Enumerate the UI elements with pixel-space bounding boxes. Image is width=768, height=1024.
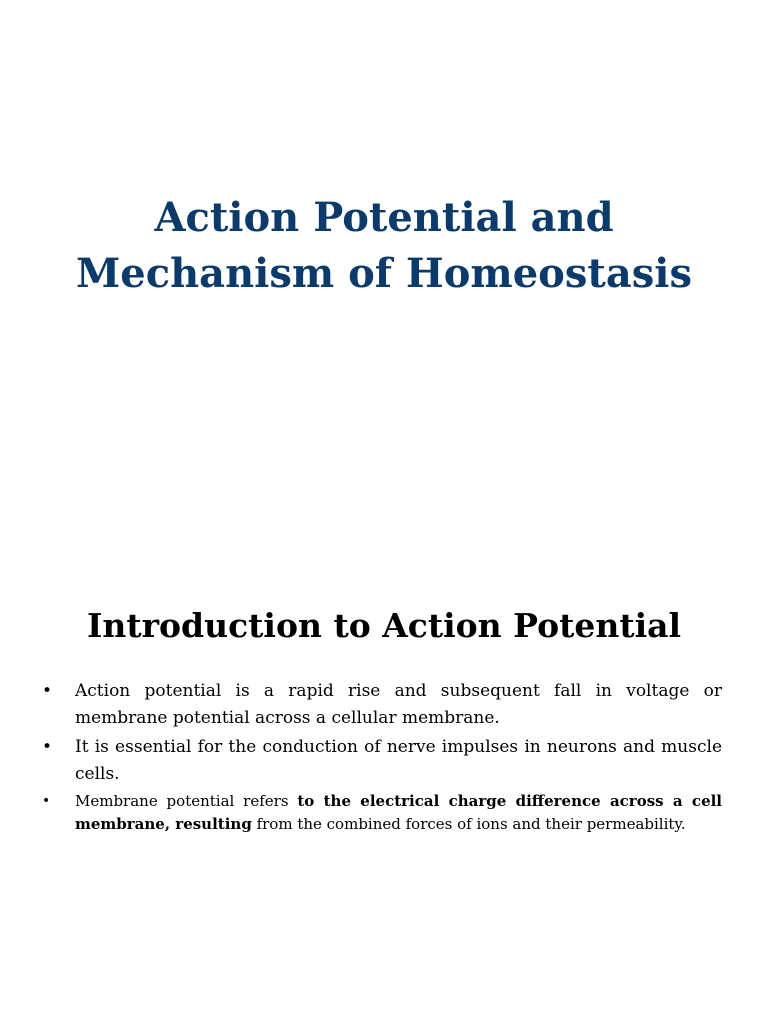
bullet-item <box>42 790 722 836</box>
title-line-1: Action Potential and <box>154 194 614 241</box>
bullet-icon: • <box>42 737 53 757</box>
bullet-text: Action potential is a rapid rise and subsequent fall in voltage or membrane potential across a cellular membrane. <box>75 681 722 728</box>
bullet-icon: • <box>42 793 51 809</box>
bullet-item <box>42 734 722 788</box>
bullet-text-plain: Membrane potential refers <box>75 792 298 810</box>
title-line-2: Mechanism of Homeostasis <box>75 250 692 297</box>
bullet-text-plain: from the combined forces of ions and their permeability. <box>251 815 686 833</box>
content-slide <box>0 576 768 1024</box>
bullet-text-bold: to the electrical charge difference across a cell membrane, resulting <box>75 792 723 833</box>
bullet-text: It is essential for the conduction of nerve impulses in neurons and muscle cells. <box>75 737 722 784</box>
bullet-icon: • <box>42 681 53 701</box>
presentation-title <box>40 190 728 302</box>
bullet-item <box>42 678 722 732</box>
section-heading: Introduction to Action Potential <box>86 606 682 645</box>
bullet-list <box>42 678 722 836</box>
